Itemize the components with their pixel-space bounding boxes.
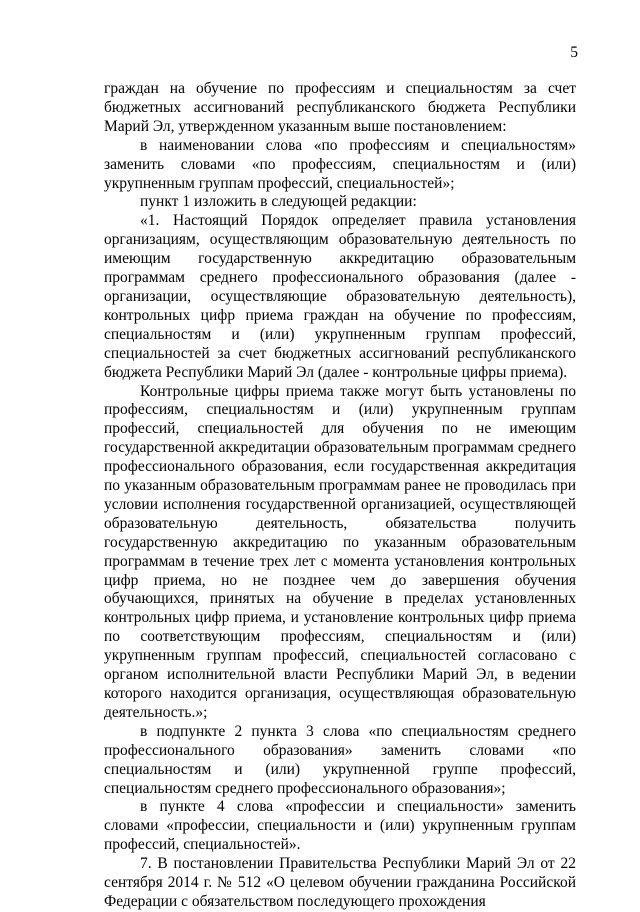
document-body: [104, 80, 576, 912]
paragraph-subpoint-2: в подпункте 2 пункта 3 слова «по специальностям среднего профессионального образования» заменить словами «по специальностям и (или) укрупненной группе профессий, специальностям среднего профессионального образования»;: [104, 722, 576, 797]
paragraph-item-7: 7. В постановлении Правительства Республики Марий Эл от 22 сентября 2014 г. № 512 «О целевом обучении гражданина Российской Федерации с обязательством последующего прохождения: [104, 855, 576, 910]
page-number: 5: [570, 44, 578, 61]
paragraph-point-1-intro: пункт 1 изложить в следующей редакции:: [140, 193, 417, 211]
paragraph-continuation: граждан на обучение по профессиям и специальностям за счет бюджетных ассигнований республиканского бюджета Республики Марий Эл, утвержденном указанным выше постановлением:: [104, 80, 576, 135]
paragraph-title-amendment: в наименовании слова «по профессиям и специальностям» заменить словами «по профессиям, специальностям и (или) укрупненным группам профессий, специальностей»;: [104, 136, 576, 192]
paragraph-point-4: в пункте 4 слова «профессии и специальности» заменить словами «профессии, специальности и (или) укрупненным группам профессий, специальностей».: [104, 798, 576, 854]
paragraph-point-1-text: «1. Настоящий Порядок определяет правила установления организациям, осуществляющим образовательную деятельность по имеющим государственную аккредитацию образовательным программам среднего профессионального образования (далее - организации, осуществляющие образовательную деятельность), контрольных цифр приема граждан на обучение по профессиям, специальностям и (или) укрупненным группам профессий, специальностей за счет бюджетных ассигнований республиканского бюджета Республики Марий Эл (далее - контрольные цифры приема).: [104, 212, 576, 381]
paragraph-control-figures: Контрольные цифры приема также могут быть установлены по профессиям, специальностям и (или) укрупненным группам профессий, специальностей для обучения по не имеющим государственной аккредитации образовательным программам среднего профессионального образования, если государственная аккредитация по указанным образовательным программам ранее не проводилась при условии исполнения государственной организацией, осуществляющей образовательную деятельность, обязательства получить государственную аккредитацию по указанным образовательным программам в течение трех лет с момента установления контрольных цифр приема, но не позднее чем до завершения обучения обучающихся, принятых на обучение в пределах установленных контрольных цифр приема, и установление контрольных цифр приема по соответствующим профессиям, специальностям и (или) укрупненным группам профессий, специальностей согласовано с органом исполнительной власти Республики Марий Эл, в ведении которого находится организация, осуществляющая образовательную деятельность.»;: [104, 382, 576, 721]
